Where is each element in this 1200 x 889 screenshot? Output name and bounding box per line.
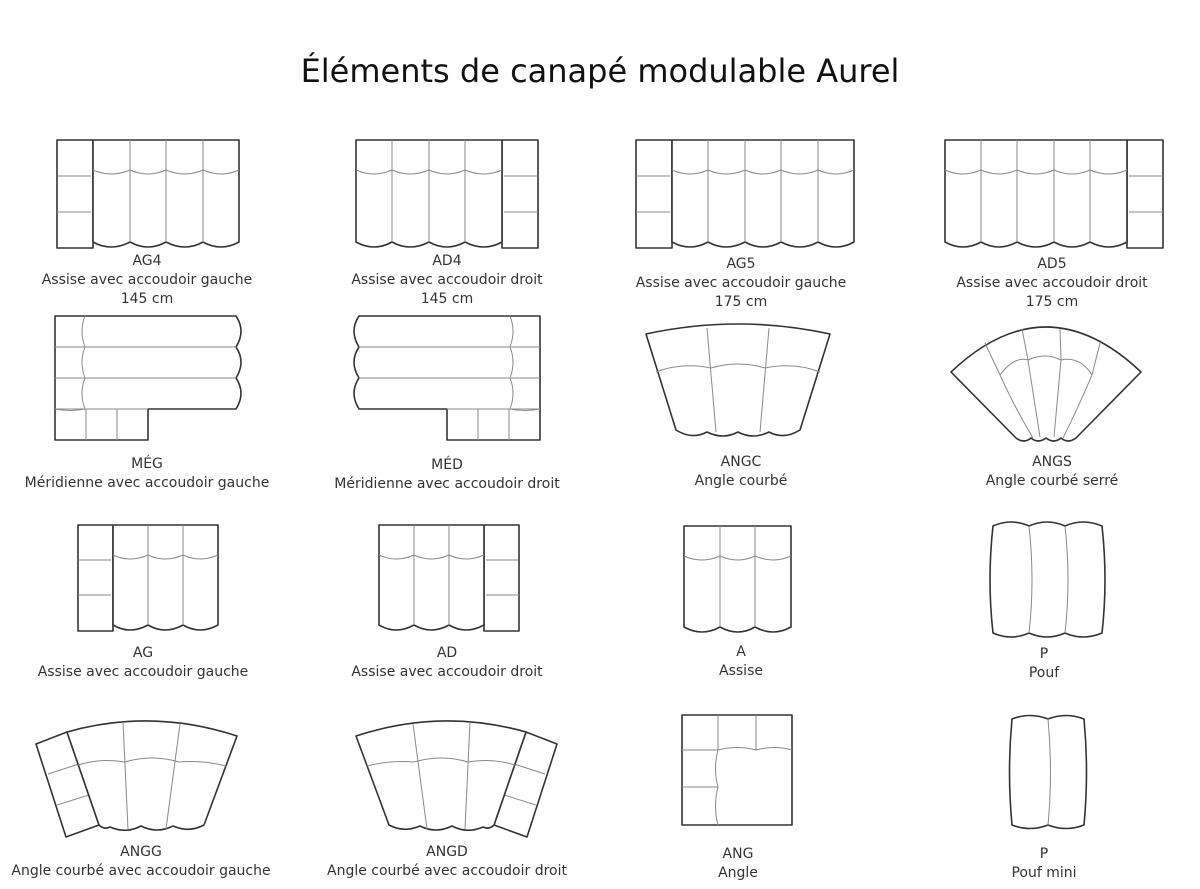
module-name: Assise avec accoudoir droit [351,664,543,680]
page-title: Éléments de canapé modulable Aurel [300,52,900,90]
module-code: AG4 [132,253,162,269]
module-name: Angle courbé serré [985,473,1119,489]
module-size: 175 cm [1025,294,1079,310]
module-caption-angd [297,843,597,881]
module-name: Méridienne avec accoudoir droit [334,476,560,492]
module-caption-a [591,643,891,681]
module-caption-med [297,456,597,494]
module-code: MÉD [431,457,463,473]
tight-curved-corner-icon [951,327,1141,441]
module-name: Assise avec accoudoir gauche [635,275,847,291]
module-name: Angle courbé avec accoudoir droit [327,863,567,879]
sofa-left-armrest-4-seat-icon [57,140,239,248]
module-code: ANGS [1032,454,1072,470]
curved-corner-right-armrest-icon [356,721,557,837]
curved-corner-left-armrest-icon [36,721,237,837]
chaise-longue-right-icon [354,316,540,440]
module-caption-angs [902,453,1200,491]
module-size: 175 cm [714,294,768,310]
module-name: Assise avec accoudoir droit [956,275,1148,291]
sofa-right-armrest-4-seat-icon [356,140,538,248]
module-name: Méridienne avec accoudoir gauche [24,475,270,491]
module-code: AD5 [1037,256,1067,272]
module-caption-meg [0,455,297,493]
module-code: ANG [722,846,754,862]
module-code: A [736,644,746,660]
module-code: ANGD [426,844,468,860]
module-caption-p-mini [894,845,1194,883]
module-code: AG5 [726,256,756,272]
module-code: AD [436,645,458,661]
module-name: Assise [719,663,763,679]
module-name: Angle courbé [694,473,788,489]
module-caption-angg [0,843,291,881]
module-caption-ang [588,845,888,883]
module-caption-angc [591,453,891,491]
module-code: P [1039,846,1049,862]
module-name: Angle courbé avec accoudoir gauche [11,863,271,879]
module-name: Assise avec accoudoir droit [351,272,543,288]
module-caption-p [894,645,1194,683]
sofa-right-armrest-5-seat-icon [945,140,1163,248]
seat-icon [684,526,791,632]
seat-left-armrest-icon [78,525,218,631]
module-caption-ag4 [0,252,297,309]
chaise-longue-left-icon [55,316,241,440]
module-code: AG [132,645,154,661]
module-caption-ad5 [902,255,1200,312]
module-code: P [1039,646,1049,662]
module-caption-ad4 [297,252,597,309]
module-name: Pouf mini [1011,865,1077,881]
module-caption-ag [0,644,293,682]
corner-icon [682,715,792,825]
curved-corner-icon [646,324,830,436]
mini-pouf-icon [1010,716,1087,829]
module-name: Angle [718,865,758,881]
seat-right-armrest-icon [379,525,519,631]
sofa-left-armrest-5-seat-icon [636,140,854,248]
module-code: MÉG [131,456,163,472]
module-code: ANGC [720,454,762,470]
module-size: 145 cm [120,291,174,307]
module-caption-ad [297,644,597,682]
module-code: ANGG [120,844,162,860]
module-code: AD4 [432,253,462,269]
module-name: Pouf [1028,665,1060,681]
module-size: 145 cm [420,291,474,307]
pouf-icon [990,522,1105,637]
module-name: Assise avec accoudoir gauche [37,664,249,680]
module-caption-ag5 [591,255,891,312]
module-name: Assise avec accoudoir gauche [41,272,253,288]
